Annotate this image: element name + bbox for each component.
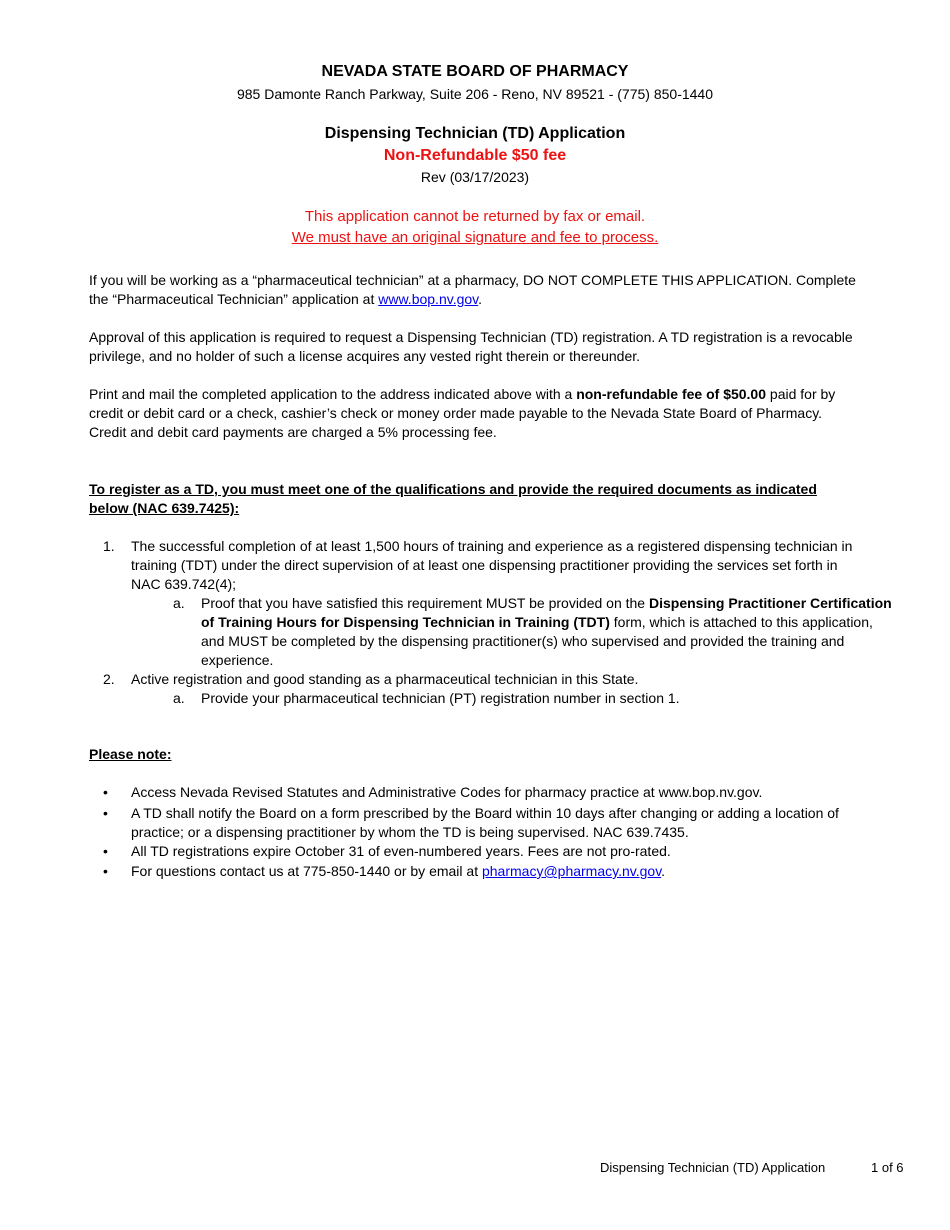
fee-text-cont: paid for by credit or debit card or a check, cashier’s check or money order made payable to the Nevada State Board of Pharmacy. Credit and debit card payments are charged a 5% processing fee. — [89, 386, 836, 440]
bullet-icon: • — [103, 805, 108, 821]
bullet-icon: • — [103, 863, 108, 879]
list-subtext: Provide your pharmaceutical technician (PT) registration number in section 1. — [201, 690, 680, 706]
intro-paragraph-3 — [89, 385, 859, 442]
list-number: 1. — [103, 538, 115, 554]
warning-fax-email: This application cannot be returned by fax or email. — [304, 208, 646, 225]
application-title: Dispensing Technician (TD) Application — [324, 125, 626, 142]
list-text: Active registration and good standing as a pharmaceutical technician in this State. — [131, 671, 639, 687]
bullet-icon: • — [103, 843, 108, 859]
bop-website-link[interactable]: www.bop.nv.gov — [378, 291, 479, 307]
footer-title: Dispensing Technician (TD) Application — [600, 1160, 826, 1175]
notes-heading: Please note: — [89, 746, 172, 762]
subtext-pre: Proof that you have satisfied this requirement MUST be provided on the — [201, 595, 649, 611]
certification-form-name: Dispensing Practitioner Certification of Training Hours for Dispensing Technician in Training (TDT) — [201, 595, 892, 630]
note-text: Access Nevada Revised Statutes and Administrative Codes for pharmacy practice at www.bop.nv.gov. — [131, 784, 763, 800]
list-subtext — [201, 594, 896, 670]
email-link[interactable]: pharmacy@pharmacy.nv.gov — [481, 863, 662, 879]
warning-original-signature: We must have an original signature and fee to process. — [291, 229, 659, 246]
subtext-post: form, which is attached to this application, and MUST be completed by the dispensing practitioner(s) who supervised and provided the training and experience. — [201, 614, 873, 668]
page-number: 1 of 6 — [871, 1160, 904, 1175]
org-title: NEVADA STATE BOARD OF PHARMACY — [321, 63, 629, 80]
intro-period: . — [478, 291, 483, 307]
intro-paragraph-1 — [89, 271, 859, 309]
list-number: 2. — [103, 671, 115, 687]
intro-text: If you will be working as a “pharmaceutical technician” at a pharmacy, DO NOT COMPLETE THIS APPLICATION. Complete the “Pharmaceutical Technician” application at — [89, 272, 856, 307]
fee-notice: Non-Refundable $50 fee — [383, 147, 567, 164]
list-letter: a. — [173, 690, 185, 706]
note-text — [131, 862, 861, 881]
intro-paragraph-2: Approval of this application is required to request a Dispensing Technician (TD) registration. A TD registration is a revocable privilege, and no holder of such a license acquires any vested right therein or thereunder. — [89, 329, 853, 364]
revision-date: Rev (03/17/2023) — [420, 169, 530, 185]
qualifications-heading: To register as a TD, you must meet one of the qualifications and provide the required documents as indicated below (NAC 639.7425): — [89, 481, 817, 516]
list-letter: a. — [173, 595, 185, 611]
fee-amount: non-refundable fee of $50.00 — [576, 386, 767, 402]
bullet-icon: • — [103, 784, 108, 800]
note-text: A TD shall notify the Board on a form prescribed by the Board within 10 days after changing or adding a location of practice; or a dispensing practitioner by whom the TD is being supervised. NAC 639.7435. — [131, 805, 839, 840]
note-text: All TD registrations expire October 31 of even-numbered years. Fees are not pro-rated. — [131, 843, 671, 859]
contact-text: For questions contact us at 775-850-1440 or by email at — [131, 863, 482, 879]
list-text: The successful completion of at least 1,500 hours of training and experience as a registered dispensing technician in training (TDT) under the direct supervision of at least one dispensing practitioner providing the services set forth in NAC 639.742(4); — [131, 538, 853, 592]
fee-text: Print and mail the completed application to the address indicated above with a — [89, 386, 577, 402]
contact-period: . — [661, 863, 666, 879]
org-address: 985 Damonte Ranch Parkway, Suite 206 - Reno, NV 89521 - (775) 850-1440 — [236, 86, 714, 102]
